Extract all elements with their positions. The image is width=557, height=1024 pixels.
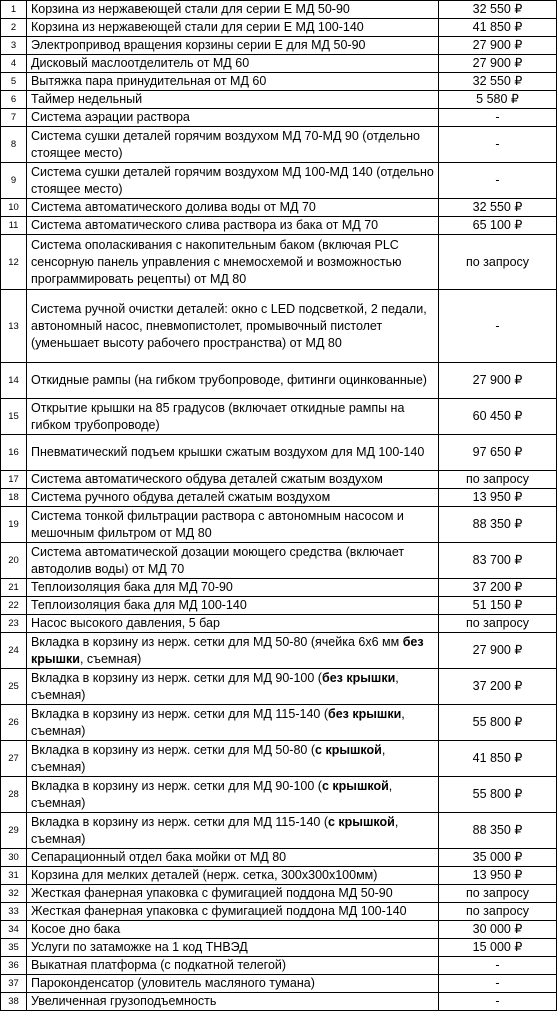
item-price: по запросу [439,885,557,903]
description-text: Система ручного обдува деталей сжатым воздухом [31,490,331,504]
description-text: Система автоматического обдува деталей сжатым воздухом [31,472,383,486]
item-price: 27 900 ₽ [439,37,557,55]
table-row [1,1,557,19]
table-row [1,813,557,849]
row-number: 4 [1,55,27,73]
item-price: 83 700 ₽ [439,543,557,579]
table-row [1,55,557,73]
row-number: 14 [1,363,27,399]
item-description [27,903,439,921]
table-row [1,903,557,921]
table-row [1,127,557,163]
row-number: 2 [1,19,27,37]
item-price: 30 000 ₽ [439,921,557,939]
table-row [1,705,557,741]
item-description [27,73,439,91]
item-price: - [439,993,557,1011]
item-description [27,399,439,435]
item-price: 27 900 ₽ [439,55,557,73]
row-number: 1 [1,1,27,19]
description-text: Выкатная платформа (с подкатной телегой) [31,958,287,972]
row-number: 5 [1,73,27,91]
description-text: Откидные рампы (на гибком трубопроводе, фитинги оцинкованные) [31,373,427,387]
description-text: Электропривод вращения корзины серии E для МД 50-90 [31,38,366,52]
description-text: , съемная) [31,670,399,702]
item-price: - [439,957,557,975]
table-row [1,91,557,109]
item-description [27,579,439,597]
item-price: 65 100 ₽ [439,217,557,235]
description-text: Вкладка в корзину из нерж. сетки для МД 115-140 ( [31,706,328,721]
table-row [1,993,557,1011]
description-emphasis: без крышки [321,670,396,685]
table-row [1,849,557,867]
item-price: 41 850 ₽ [439,19,557,37]
row-number: 38 [1,993,27,1011]
table-row [1,109,557,127]
item-price: 37 200 ₽ [439,579,557,597]
description-text: Вкладка в корзину из нерж. сетки для МД 50-80 (ячейка 6х6 мм [31,634,403,649]
item-price: 13 950 ₽ [439,489,557,507]
row-number: 31 [1,867,27,885]
table-row [1,217,557,235]
item-price: по запросу [439,471,557,489]
description-text: Жесткая фанерная упаковка с фумигацией поддона МД 50-90 [31,886,393,900]
description-text: Жесткая фанерная упаковка с фумигацией поддона МД 100-140 [31,904,407,918]
item-description [27,885,439,903]
row-number: 26 [1,705,27,741]
description-emphasis: без крышки [327,706,402,721]
table-row [1,975,557,993]
row-number: 29 [1,813,27,849]
row-number: 20 [1,543,27,579]
description-text: Вкладка в корзину из нерж. сетки для МД 50-80 ( [31,742,316,757]
description-text: Система аэрации раствора [31,110,190,124]
item-price: 51 150 ₽ [439,597,557,615]
item-price: 41 850 ₽ [439,741,557,777]
table-row [1,163,557,199]
row-number: 34 [1,921,27,939]
row-number: 17 [1,471,27,489]
description-text: Корзина из нержавеющей стали для серии E МД 50-90 [31,2,350,16]
row-number: 10 [1,199,27,217]
item-description [27,37,439,55]
item-description [27,435,439,471]
table-row [1,777,557,813]
description-emphasis: с крышкой [327,814,395,829]
item-description [27,290,439,363]
price-list-body [1,1,557,1011]
row-number: 19 [1,507,27,543]
description-text: Услуги по затаможке на 1 код ТНВЭД [31,940,248,954]
row-number: 6 [1,91,27,109]
description-text: , съемная) [79,651,142,666]
description-text: Увеличенная грузоподъемность [31,994,217,1008]
table-row [1,543,557,579]
description-text: Вкладка в корзину из нерж. сетки для МД 90-100 ( [31,778,322,793]
item-description [27,507,439,543]
row-number: 23 [1,615,27,633]
row-number: 15 [1,399,27,435]
item-price: - [439,109,557,127]
table-row [1,741,557,777]
item-description [27,669,439,705]
item-price: 37 200 ₽ [439,669,557,705]
description-text: Теплоизоляция бака для МД 70-90 [31,580,233,594]
row-number: 13 [1,290,27,363]
item-description [27,615,439,633]
item-price: 13 950 ₽ [439,867,557,885]
table-row [1,399,557,435]
item-description [27,91,439,109]
description-text: , съемная) [31,706,405,738]
description-text: Система тонкой фильтрации раствора с автономным насосом и мешочным фильтром от МД 80 [31,508,404,540]
description-text: Система автоматического долива воды от МД 70 [31,200,316,214]
item-price: 27 900 ₽ [439,633,557,669]
table-row [1,235,557,290]
row-number: 32 [1,885,27,903]
table-row [1,615,557,633]
description-text: Вытяжка пара принудительная от МД 60 [31,74,267,88]
item-description [27,777,439,813]
description-text: Система ополаскивания с накопительным баком (включая PLC сенсорную панель управления с мнемосхемой и возможностью программировать рецепты) от МД 80 [31,237,402,286]
item-description [27,471,439,489]
table-row [1,579,557,597]
description-text: Дисковый маслоотделитель от МД 60 [31,56,250,70]
item-price: 88 350 ₽ [439,507,557,543]
item-description [27,867,439,885]
description-text: Система ручной очистки деталей: окно с LED подсветкой, 2 педали, автономный насос, пневмопистолет, промывочный пистолет (уменьшает высоту рабочего пространства) от МД 80 [31,301,427,350]
row-number: 3 [1,37,27,55]
item-price: - [439,290,557,363]
item-description [27,633,439,669]
row-number: 28 [1,777,27,813]
row-number: 24 [1,633,27,669]
item-description [27,957,439,975]
table-row [1,290,557,363]
row-number: 9 [1,163,27,199]
table-row [1,363,557,399]
item-description [27,127,439,163]
description-text: Теплоизоляция бака для МД 100-140 [31,598,247,612]
item-description [27,217,439,235]
table-row [1,73,557,91]
item-price: 27 900 ₽ [439,363,557,399]
item-description [27,921,439,939]
item-price: 32 550 ₽ [439,1,557,19]
table-row [1,669,557,705]
item-price: - [439,975,557,993]
description-text: Корзина из нержавеющей стали для серии E МД 100-140 [31,20,364,34]
item-price: по запросу [439,235,557,290]
row-number: 12 [1,235,27,290]
description-text: Система автоматической дозации моющего средства (включает автодолив воды) от МД 70 [31,544,405,576]
row-number: 11 [1,217,27,235]
item-description [27,199,439,217]
row-number: 7 [1,109,27,127]
table-row [1,597,557,615]
item-price: 35 000 ₽ [439,849,557,867]
item-price: 32 550 ₽ [439,73,557,91]
item-price: - [439,163,557,199]
item-description [27,55,439,73]
item-description [27,1,439,19]
item-description [27,109,439,127]
row-number: 36 [1,957,27,975]
table-row [1,435,557,471]
description-emphasis: с крышкой [315,742,382,757]
row-number: 21 [1,579,27,597]
item-price: 88 350 ₽ [439,813,557,849]
item-price: 32 550 ₽ [439,199,557,217]
description-text: Вкладка в корзину из нерж. сетки для МД 90-100 ( [31,670,322,685]
item-description [27,235,439,290]
description-text: Корзина для мелких деталей (нерж. сетка, 300х300х100мм) [31,868,378,882]
table-row [1,885,557,903]
item-description [27,975,439,993]
row-number: 35 [1,939,27,957]
table-row [1,199,557,217]
item-description [27,993,439,1011]
item-price: 55 800 ₽ [439,777,557,813]
row-number: 37 [1,975,27,993]
row-number: 18 [1,489,27,507]
table-row [1,957,557,975]
item-description [27,849,439,867]
description-text: Косое дно бака [31,922,121,936]
description-emphasis: без крышки [31,634,424,666]
description-text: , съемная) [31,814,399,846]
item-price: - [439,127,557,163]
item-price: по запросу [439,615,557,633]
row-number: 8 [1,127,27,163]
table-row [1,633,557,669]
description-text: Пневматический подъем крышки сжатым воздухом для МД 100-140 [31,445,425,459]
item-description [27,163,439,199]
item-description [27,543,439,579]
description-text: Система сушки деталей горячим воздухом МД 70-МД 90 (отдельно стоящее место) [31,128,420,160]
description-text: Система сушки деталей горячим воздухом МД 100-МД 140 (отдельно стоящее место) [31,164,434,196]
description-text: Система автоматического слива раствора из бака от МД 70 [31,218,379,232]
item-description [27,705,439,741]
item-price: 5 580 ₽ [439,91,557,109]
table-row [1,37,557,55]
table-row [1,507,557,543]
row-number: 22 [1,597,27,615]
item-description [27,813,439,849]
item-description [27,939,439,957]
item-price: 15 000 ₽ [439,939,557,957]
table-row [1,471,557,489]
description-text: Сепарационный отдел бака мойки от МД 80 [31,850,287,864]
item-description [27,741,439,777]
row-number: 27 [1,741,27,777]
description-text: Пароконденсатор (уловитель масляного тумана) [31,976,315,990]
item-price: 55 800 ₽ [439,705,557,741]
row-number: 33 [1,903,27,921]
item-description [27,363,439,399]
item-price: 60 450 ₽ [439,399,557,435]
table-row [1,19,557,37]
description-text: Вкладка в корзину из нерж. сетки для МД 115-140 ( [31,814,328,829]
row-number: 30 [1,849,27,867]
table-row [1,867,557,885]
table-row [1,489,557,507]
item-price: по запросу [439,903,557,921]
description-text: Насос высокого давления, 5 бар [31,616,220,630]
description-text: Таймер недельный [31,92,143,106]
description-text: Открытие крышки на 85 градусов (включает откидные рампы на гибком трубопроводе) [31,400,405,432]
description-text: , съемная) [31,778,393,810]
table-row [1,921,557,939]
description-emphasis: с крышкой [321,778,389,793]
item-description [27,489,439,507]
item-description [27,597,439,615]
table-row [1,939,557,957]
description-text: , съемная) [31,742,386,774]
item-price: 97 650 ₽ [439,435,557,471]
row-number: 25 [1,669,27,705]
row-number: 16 [1,435,27,471]
item-description [27,19,439,37]
